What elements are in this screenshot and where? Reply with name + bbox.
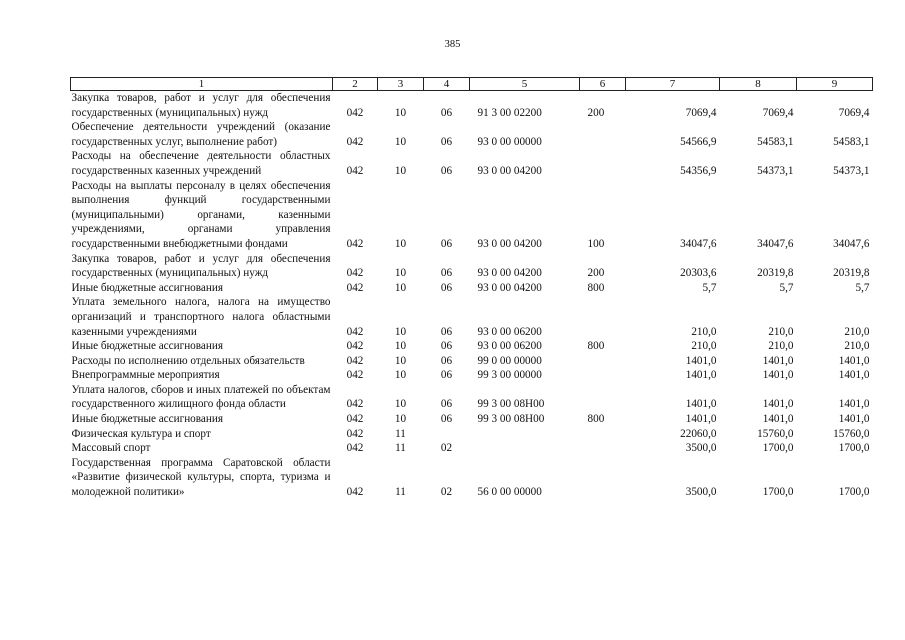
row-gr-code: 042 xyxy=(346,340,364,353)
row-gr-code: 042 xyxy=(346,267,364,280)
row-amount-year1: 210,0 xyxy=(691,340,717,353)
row-name: Государственная программа Саратовской области «Развитие физической культуры, спорта, туризма и молодежной политики» xyxy=(71,456,331,499)
row-rz-code: 11 xyxy=(395,486,406,499)
row-target-article: 91 3 00 02200 xyxy=(477,106,542,119)
row-name: Закупка товаров, работ и услуг для обеспечения государственных (муниципальных) нужд xyxy=(71,252,331,280)
row-expense-type xyxy=(580,354,626,369)
table-row xyxy=(71,91,873,121)
column-header: 3 xyxy=(378,78,424,91)
row-target-article: 93 0 00 04200 xyxy=(477,281,542,294)
row-amount-year1: 1401,0 xyxy=(685,413,717,426)
column-header: 2 xyxy=(333,78,378,91)
table-row xyxy=(71,149,873,178)
table-body xyxy=(71,91,873,500)
row-pr-code: 06 xyxy=(440,325,453,338)
row-amount-year1: 7069,4 xyxy=(685,106,717,119)
row-gr-code: 042 xyxy=(346,106,364,119)
row-amount-year3: 1401,0 xyxy=(838,369,870,382)
page-number: 385 xyxy=(444,39,461,50)
row-expense-type xyxy=(580,120,626,149)
row-gr-code: 042 xyxy=(346,237,364,250)
row-amount-year2: 1401,0 xyxy=(762,413,794,426)
row-amount-year3: 1401,0 xyxy=(838,413,870,426)
row-name: Расходы на обеспечение деятельности областных государственных казенных учреждений xyxy=(71,150,331,177)
row-pr-code: 06 xyxy=(440,369,453,382)
row-rz-code: 11 xyxy=(395,427,406,440)
row-rz-code: 10 xyxy=(394,106,407,119)
row-amount-year3: 210,0 xyxy=(844,325,870,338)
row-pr-code: 06 xyxy=(440,135,453,148)
row-target-article: 93 0 00 06200 xyxy=(477,325,542,338)
row-amount-year3: 54373,1 xyxy=(833,164,870,177)
row-expense-type xyxy=(580,295,626,339)
table-row xyxy=(71,368,873,383)
row-gr-code: 042 xyxy=(346,398,364,411)
row-expense-type xyxy=(580,441,626,456)
row-target-article xyxy=(470,427,580,442)
row-amount-year2: 1700,0 xyxy=(762,442,794,455)
row-expense-type: 200 xyxy=(587,267,605,280)
row-amount-year3: 1700,0 xyxy=(838,486,870,499)
row-amount-year3: 7069,4 xyxy=(838,106,870,119)
row-amount-year3: 15760,0 xyxy=(833,427,870,440)
row-pr-code: 06 xyxy=(440,164,453,177)
row-target-article: 93 0 00 06200 xyxy=(477,340,542,353)
row-expense-type xyxy=(580,456,626,500)
row-amount-year3: 1700,0 xyxy=(838,442,870,455)
row-amount-year2: 1401,0 xyxy=(762,354,794,367)
column-header: 1 xyxy=(71,78,333,91)
row-name: Расходы на выплаты персоналу в целях обеспечения выполнения функций государственными (муниципальными) органами, казенными учреждениями, органами управления государственными внебюджетными фондами xyxy=(71,179,331,250)
row-gr-code: 042 xyxy=(346,486,364,499)
row-pr-code: 06 xyxy=(440,237,453,250)
row-pr-code: 06 xyxy=(440,267,453,280)
row-amount-year3: 1401,0 xyxy=(838,354,870,367)
row-gr-code: 042 xyxy=(346,281,364,294)
row-amount-year1: 1401,0 xyxy=(685,398,717,411)
row-expense-type xyxy=(580,427,626,442)
row-amount-year1: 1401,0 xyxy=(685,369,717,382)
row-gr-code: 042 xyxy=(346,369,364,382)
row-name: Расходы по исполнению отдельных обязательств xyxy=(71,354,305,367)
row-name: Уплата налогов, сборов и иных платежей по объектам государственного жилищного фонда области xyxy=(71,383,331,411)
row-rz-code: 10 xyxy=(394,354,407,367)
column-header: 4 xyxy=(424,78,470,91)
table-row xyxy=(71,252,873,281)
row-rz-code: 10 xyxy=(394,325,407,338)
row-pr-code: 06 xyxy=(440,413,453,426)
row-rz-code: 10 xyxy=(394,135,407,148)
table-row xyxy=(71,295,873,339)
row-amount-year2: 54373,1 xyxy=(757,164,794,177)
table-header-row xyxy=(71,78,873,91)
row-gr-code: 042 xyxy=(346,427,364,440)
row-rz-code: 10 xyxy=(394,237,407,250)
table-row xyxy=(71,412,873,427)
table-row xyxy=(71,281,873,296)
row-rz-code: 10 xyxy=(394,413,407,426)
row-expense-type xyxy=(580,383,626,412)
row-amount-year3: 20319,8 xyxy=(833,267,870,280)
table-row xyxy=(71,354,873,369)
row-amount-year1: 210,0 xyxy=(691,325,717,338)
row-target-article: 93 0 00 04200 xyxy=(477,237,542,250)
row-name: Внепрограммные мероприятия xyxy=(71,369,220,382)
row-target-article: 93 0 00 04200 xyxy=(477,267,542,280)
row-amount-year3: 34047,6 xyxy=(833,237,870,250)
row-name: Иные бюджетные ассигнования xyxy=(71,413,223,426)
row-amount-year1: 20303,6 xyxy=(680,267,717,280)
row-amount-year1: 3500,0 xyxy=(685,486,717,499)
row-amount-year1: 54356,9 xyxy=(680,164,717,177)
row-gr-code: 042 xyxy=(346,164,364,177)
row-target-article xyxy=(470,441,580,456)
table-row xyxy=(71,383,873,412)
column-header: 6 xyxy=(580,78,626,91)
row-expense-type xyxy=(580,149,626,178)
row-rz-code: 10 xyxy=(394,267,407,280)
row-pr-code: 02 xyxy=(440,442,453,455)
row-rz-code: 11 xyxy=(395,442,406,455)
row-gr-code: 042 xyxy=(346,325,364,338)
row-amount-year3: 210,0 xyxy=(844,340,870,353)
row-amount-year2: 5,7 xyxy=(779,281,794,294)
row-amount-year1: 1401,0 xyxy=(685,354,717,367)
row-rz-code: 10 xyxy=(394,164,407,177)
row-rz-code: 10 xyxy=(394,281,407,294)
row-amount-year3: 54583,1 xyxy=(833,135,870,148)
row-target-article: 99 0 00 00000 xyxy=(477,354,542,367)
row-pr-code: 06 xyxy=(440,106,453,119)
row-name: Уплата земельного налога, налога на имущество организаций и транспортного налога областными казенными учреждениями xyxy=(71,296,331,338)
row-expense-type: 100 xyxy=(587,237,605,250)
row-name: Иные бюджетные ассигнования xyxy=(71,340,223,353)
row-amount-year2: 1401,0 xyxy=(762,398,794,411)
row-pr-code: 06 xyxy=(440,340,453,353)
row-amount-year2: 7069,4 xyxy=(762,106,794,119)
row-name: Закупка товаров, работ и услуг для обеспечения государственных (муниципальных) нужд xyxy=(71,92,331,119)
budget-table xyxy=(70,77,873,500)
row-amount-year2: 1700,0 xyxy=(762,486,794,499)
column-header: 7 xyxy=(626,78,720,91)
row-target-article: 93 0 00 00000 xyxy=(477,135,542,148)
row-amount-year3: 1401,0 xyxy=(838,398,870,411)
row-amount-year2: 1401,0 xyxy=(762,369,794,382)
row-amount-year2: 34047,6 xyxy=(757,237,794,250)
table-row xyxy=(71,441,873,456)
row-amount-year3: 5,7 xyxy=(855,281,870,294)
row-expense-type: 200 xyxy=(587,106,605,119)
table-row xyxy=(71,339,873,354)
row-pr-code: 06 xyxy=(440,281,453,294)
row-expense-type xyxy=(580,368,626,383)
row-amount-year2: 54583,1 xyxy=(757,135,794,148)
row-amount-year2: 15760,0 xyxy=(757,427,794,440)
row-target-article: 56 0 00 00000 xyxy=(477,486,542,499)
table-row xyxy=(71,179,873,252)
row-pr-code: 06 xyxy=(440,398,453,411)
row-target-article: 99 3 00 08Н00 xyxy=(477,413,545,426)
row-pr-code: 06 xyxy=(440,354,453,367)
row-target-article: 99 3 00 08Н00 xyxy=(477,398,545,411)
row-gr-code: 042 xyxy=(346,413,364,426)
row-amount-year2: 20319,8 xyxy=(757,267,794,280)
row-target-article: 93 0 00 04200 xyxy=(477,164,542,177)
row-amount-year1: 22060,0 xyxy=(680,427,717,440)
row-amount-year2: 210,0 xyxy=(768,340,794,353)
row-amount-year2: 210,0 xyxy=(768,325,794,338)
row-amount-year1: 54566,9 xyxy=(680,135,717,148)
row-target-article: 99 3 00 00000 xyxy=(477,369,542,382)
row-rz-code: 10 xyxy=(394,398,407,411)
row-rz-code: 10 xyxy=(394,340,407,353)
row-rz-code: 10 xyxy=(394,369,407,382)
row-gr-code: 042 xyxy=(346,442,364,455)
column-header: 8 xyxy=(720,78,797,91)
table-row xyxy=(71,456,873,500)
row-name: Физическая культура и спорт xyxy=(71,427,211,440)
column-header: 5 xyxy=(470,78,580,91)
table-row xyxy=(71,120,873,149)
table-row xyxy=(71,427,873,442)
row-amount-year1: 34047,6 xyxy=(680,237,717,250)
row-name: Обеспечение деятельности учреждений (оказание государственных услуг, выполнение работ) xyxy=(71,121,331,148)
row-expense-type: 800 xyxy=(587,281,605,294)
row-pr-code xyxy=(424,427,470,442)
row-expense-type: 800 xyxy=(587,413,605,426)
row-gr-code: 042 xyxy=(346,354,364,367)
column-header: 9 xyxy=(797,78,873,91)
row-amount-year1: 5,7 xyxy=(702,281,717,294)
row-amount-year1: 3500,0 xyxy=(685,442,717,455)
row-gr-code: 042 xyxy=(346,135,364,148)
row-name: Иные бюджетные ассигнования xyxy=(71,281,223,294)
row-pr-code: 02 xyxy=(440,486,453,499)
row-name: Массовый спорт xyxy=(71,442,151,455)
row-expense-type: 800 xyxy=(587,340,605,353)
